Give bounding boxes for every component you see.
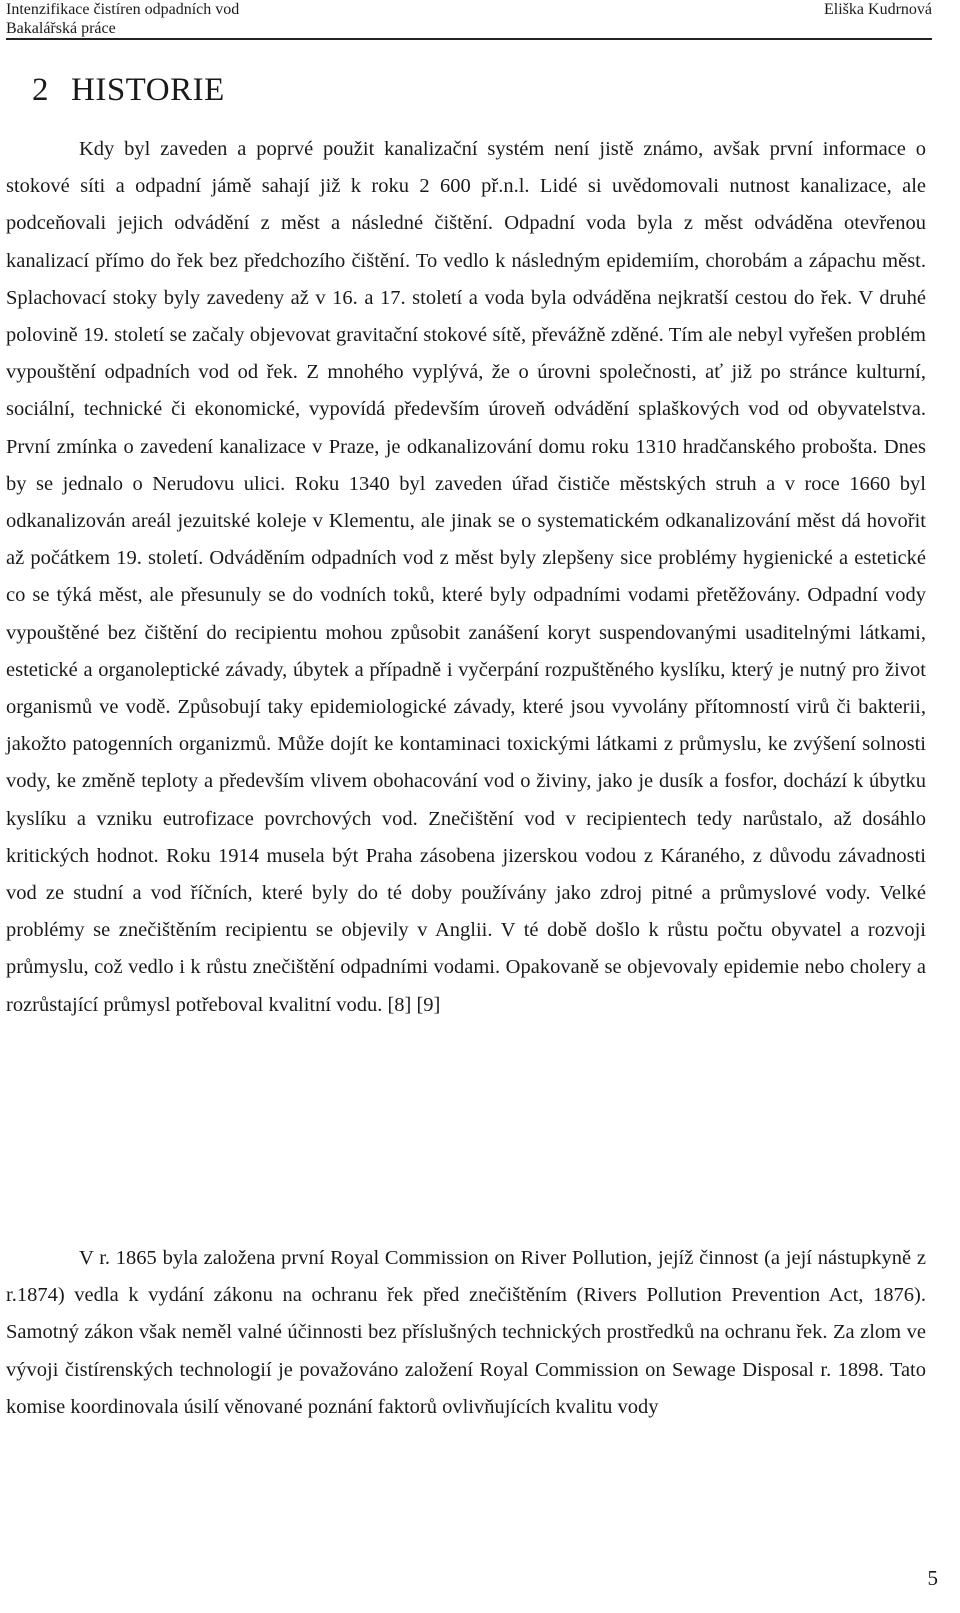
header-author: Eliška Kudrnová <box>824 1 932 18</box>
chapter-title: HISTORIE <box>71 72 225 108</box>
chapter-number: 2 <box>32 72 49 108</box>
header-thesis-title: Intenzifikace čistíren odpadních vod <box>6 1 240 18</box>
header-thesis-type: Bakalářská práce <box>6 20 116 37</box>
chapter-heading <box>32 72 225 109</box>
page-header <box>6 0 932 40</box>
page-number: 5 <box>927 1566 938 1590</box>
paragraph-2: V r. 1865 byla založena první Royal Commission on River Pollution, jejíž činnost (a její nástupkyně z r.1874) vedla k vydání zákonu na ochranu řek před znečištěním (Rivers Pollution Prevention Act, 1876). Samotný zákon však neměl valné účinnosti bez příslušných technických prostředků na ochranu řek. Za zlom ve vývoji čistírenských technologií je považováno založení Royal Commission on Sewage Disposal r. 1898. Tato komise koordinovala úsilí věnované poznání faktorů ovlivňujících kvalitu vody <box>6 1247 926 1418</box>
paragraph-1: Kdy byl zaveden a poprvé použit kanalizační systém není jistě známo, avšak první informace o stokové síti a odpadní jámě sahají již k roku 2 600 př.n.l. Lidé si uvědomovali nutnost kanalizace, ale podceňovali jejich odvádění z měst a následné čištění. Odpadní voda byla z měst odváděna otevřenou kanalizací přímo do řek bez předchozího čištění. To vedlo k následným epidemiím, chorobám a zápachu měst. Splachovací stoky byly zavedeny až v 16. a 17. století a voda byla odváděna nejkratší cestou do řek. V druhé polovině 19. století se začaly objevovat gravitační stokové sítě, převážně zděné. Tím ale nebyl vyřešen problém vypouštění odpadních vod od řek. Z mnohého vyplývá, že o úrovni společnosti, ať již po stránce kulturní, sociální, technické či ekonomické, vypovídá především úroveň odvádění splaškových vod od obyvatelstva. První zmínka o zavedení kanalizace v Praze, je odkanalizování domu roku 1310 hradčanského probošta. Dnes by se jednalo o Nerudovu ulici. Roku 1340 byl zaveden úřad čističe městských struh a v roce 1660 byl odkanalizován areál jezuitské koleje v Klementu, ale jinak se o systematickém odkanalizování měst dá hovořit až počátkem 19. století. Odváděním odpadních vod z měst byly zlepšeny sice problémy hygienické a estetické co se týká měst, ale přesunuly se do vodních toků, které byly odpadními vodami přetěžovány. Odpadní vody vypouštěné bez čištění do recipientu mohou způsobit zanášení koryt suspendovanými usaditelnými látkami, estetické a organoleptické závady, úbytek a případně i vyčerpání rozpuštěného kyslíku, který je nutný pro život organismů ve vodě. Způsobují taky epidemiologické závady, které jsou vyvolány přítomností virů či bakterii, jakožto patogenních organizmů. Může dojít ke kontaminaci toxickými látkami z průmyslu, ke zvýšení solnosti vody, ke změně teploty a především vlivem obohacování vod o živiny, jako je dusík a fosfor, dochází k úbytku kyslíku a vzniku eutrofizace povrchových vod. Znečištění vod v recipientech tedy narůstalo, až dosáhlo kritických hodnot. Roku 1914 musela být Praha zásobena jizerskou vodou z Káraného, z důvodu závadnosti vod ze studní a vod říčních, které byly do té doby používány jako zdroj pitné a průmyslové vody. Velké problémy se znečištěním recipientu se objevily v Anglii. V té době došlo k růstu počtu obyvatel a rozvoji průmyslu, což vedlo i k růstu znečištění odpadními vodami. Opakovaně se objevovaly epidemie nebo cholery a rozrůstající průmysl potřeboval kvalitní vodu. [8] [9] <box>6 138 926 1016</box>
header-left <box>6 0 239 38</box>
